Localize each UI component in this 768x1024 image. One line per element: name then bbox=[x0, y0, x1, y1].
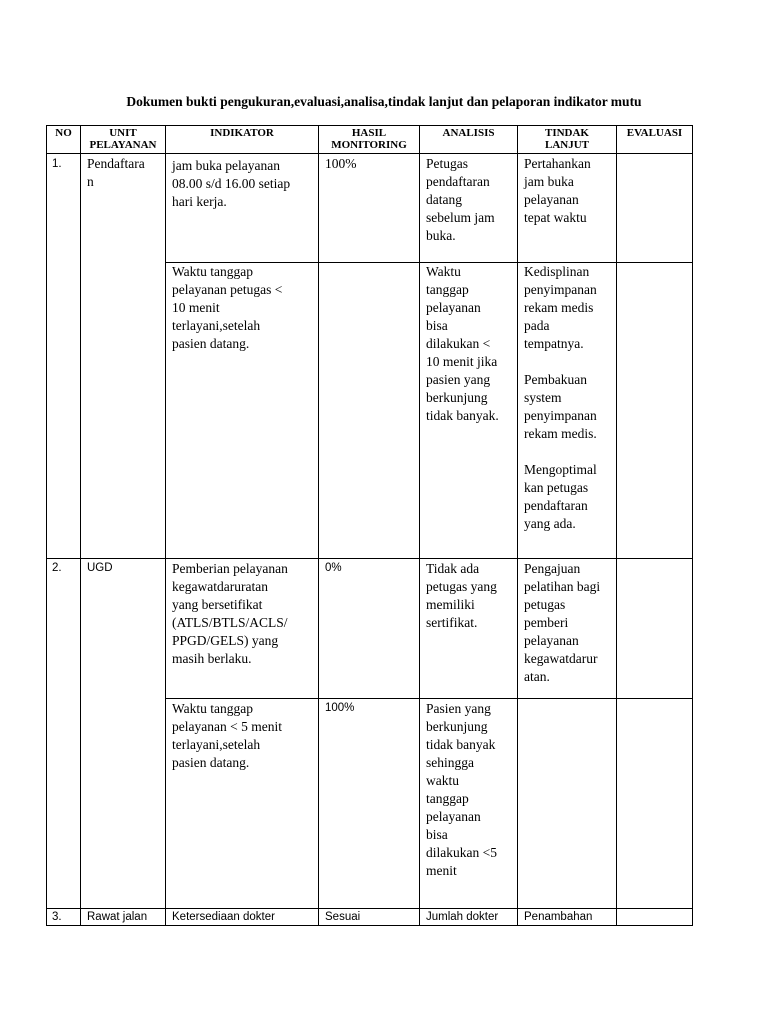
row-1-indikator: jam buka pelayanan 08.00 s/d 16.00 setiap hari kerja. bbox=[172, 158, 291, 209]
row-1b-indikator: Waktu tanggap pelayanan petugas < 10 menit terlayani,setelah pasien datang. bbox=[172, 264, 283, 351]
row-2b-indikator: Waktu tanggap pelayanan < 5 menit terlayani,setelah pasien datang. bbox=[172, 701, 282, 770]
row-3-no: 3. bbox=[52, 911, 62, 923]
col-divider-hasil-analisis bbox=[419, 125, 420, 926]
document-title: Dokumen bukti pengukuran,evaluasi,analisa,tindak lanjut dan pelaporan indikator mutu bbox=[126, 94, 642, 109]
header-no: NO bbox=[55, 127, 72, 139]
row-3-hasil: Sesuai bbox=[325, 911, 361, 923]
row-1b-analisis: Waktu tanggap pelayanan bisa dilakukan < 10 menit jika pasien yang berkunjung tidak banyak. bbox=[426, 264, 499, 423]
row-1-unit: Pendaftara n bbox=[87, 156, 145, 189]
header-indikator: INDIKATOR bbox=[210, 127, 274, 139]
col-divider-no-unit bbox=[80, 125, 81, 926]
row-2-indikator: Pemberian pelayanan kegawatdaruratan yang bersetifikat (ATLS/BTLS/ACLS/ PPGD/GELS) yang masih berlaku. bbox=[172, 561, 288, 666]
row-1-tindak-lanjut: Pertahankan jam buka pelayanan tepat waktu bbox=[524, 156, 591, 225]
table-border-bottom bbox=[46, 925, 693, 926]
header-unit-pelayanan: UNIT PELAYANAN bbox=[89, 127, 157, 151]
row-3-analisis: Jumlah dokter bbox=[426, 911, 499, 923]
col-divider-tindak-evaluasi bbox=[616, 125, 617, 926]
row-1b-tindak-lanjut: Kedisplinan penyimpanan rekam medis pada tempatnya. Pembakuan system penyimpanan rekam medis. Mengoptimal kan petugas pendaftaran yang ada. bbox=[524, 264, 597, 531]
row-3-divider bbox=[165, 698, 693, 699]
row-3-tindak-lanjut: Penambahan bbox=[524, 911, 593, 923]
row-2b-analisis: Pasien yang berkunjung tidak banyak sehingga waktu tanggap pelayanan bisa dilakukan <5 menit bbox=[426, 701, 497, 878]
table-border-left bbox=[46, 125, 47, 926]
header-tindak-lanjut: TINDAK LANJUT bbox=[544, 127, 589, 151]
col-divider-analisis-tindak bbox=[517, 125, 518, 926]
row-2-no: 2. bbox=[52, 562, 62, 574]
header-analisis: ANALISIS bbox=[442, 127, 495, 139]
col-divider-indikator-hasil bbox=[318, 125, 319, 926]
row-2-unit: UGD bbox=[87, 562, 113, 574]
header-evaluasi: EVALUASI bbox=[626, 127, 683, 139]
table-border-right bbox=[692, 125, 693, 926]
row-2-hasil: 0% bbox=[325, 562, 342, 574]
header-bottom-line bbox=[46, 153, 693, 154]
row-2b-hasil: 100% bbox=[325, 702, 355, 714]
row-2-analisis: Tidak ada petugas yang memiliki sertifikat. bbox=[426, 561, 497, 630]
row-2-tindak-lanjut: Pengajuan pelatihan bagi petugas pemberi pelayanan kegawatdarur atan. bbox=[524, 561, 601, 684]
row-1-analisis: Petugas pendaftaran datang sebelum jam buka. bbox=[426, 156, 495, 243]
row-1-hasil: 100% bbox=[325, 156, 357, 171]
row-2-divider bbox=[46, 558, 693, 559]
row-3-indikator: Ketersediaan dokter bbox=[172, 911, 275, 923]
header-hasil-monitoring: HASIL MONITORING bbox=[331, 127, 407, 151]
col-divider-unit-indikator bbox=[165, 125, 166, 926]
row-1-no: 1. bbox=[52, 158, 62, 170]
row-3-unit: Rawat jalan bbox=[87, 911, 148, 923]
table-border-top bbox=[46, 125, 693, 126]
